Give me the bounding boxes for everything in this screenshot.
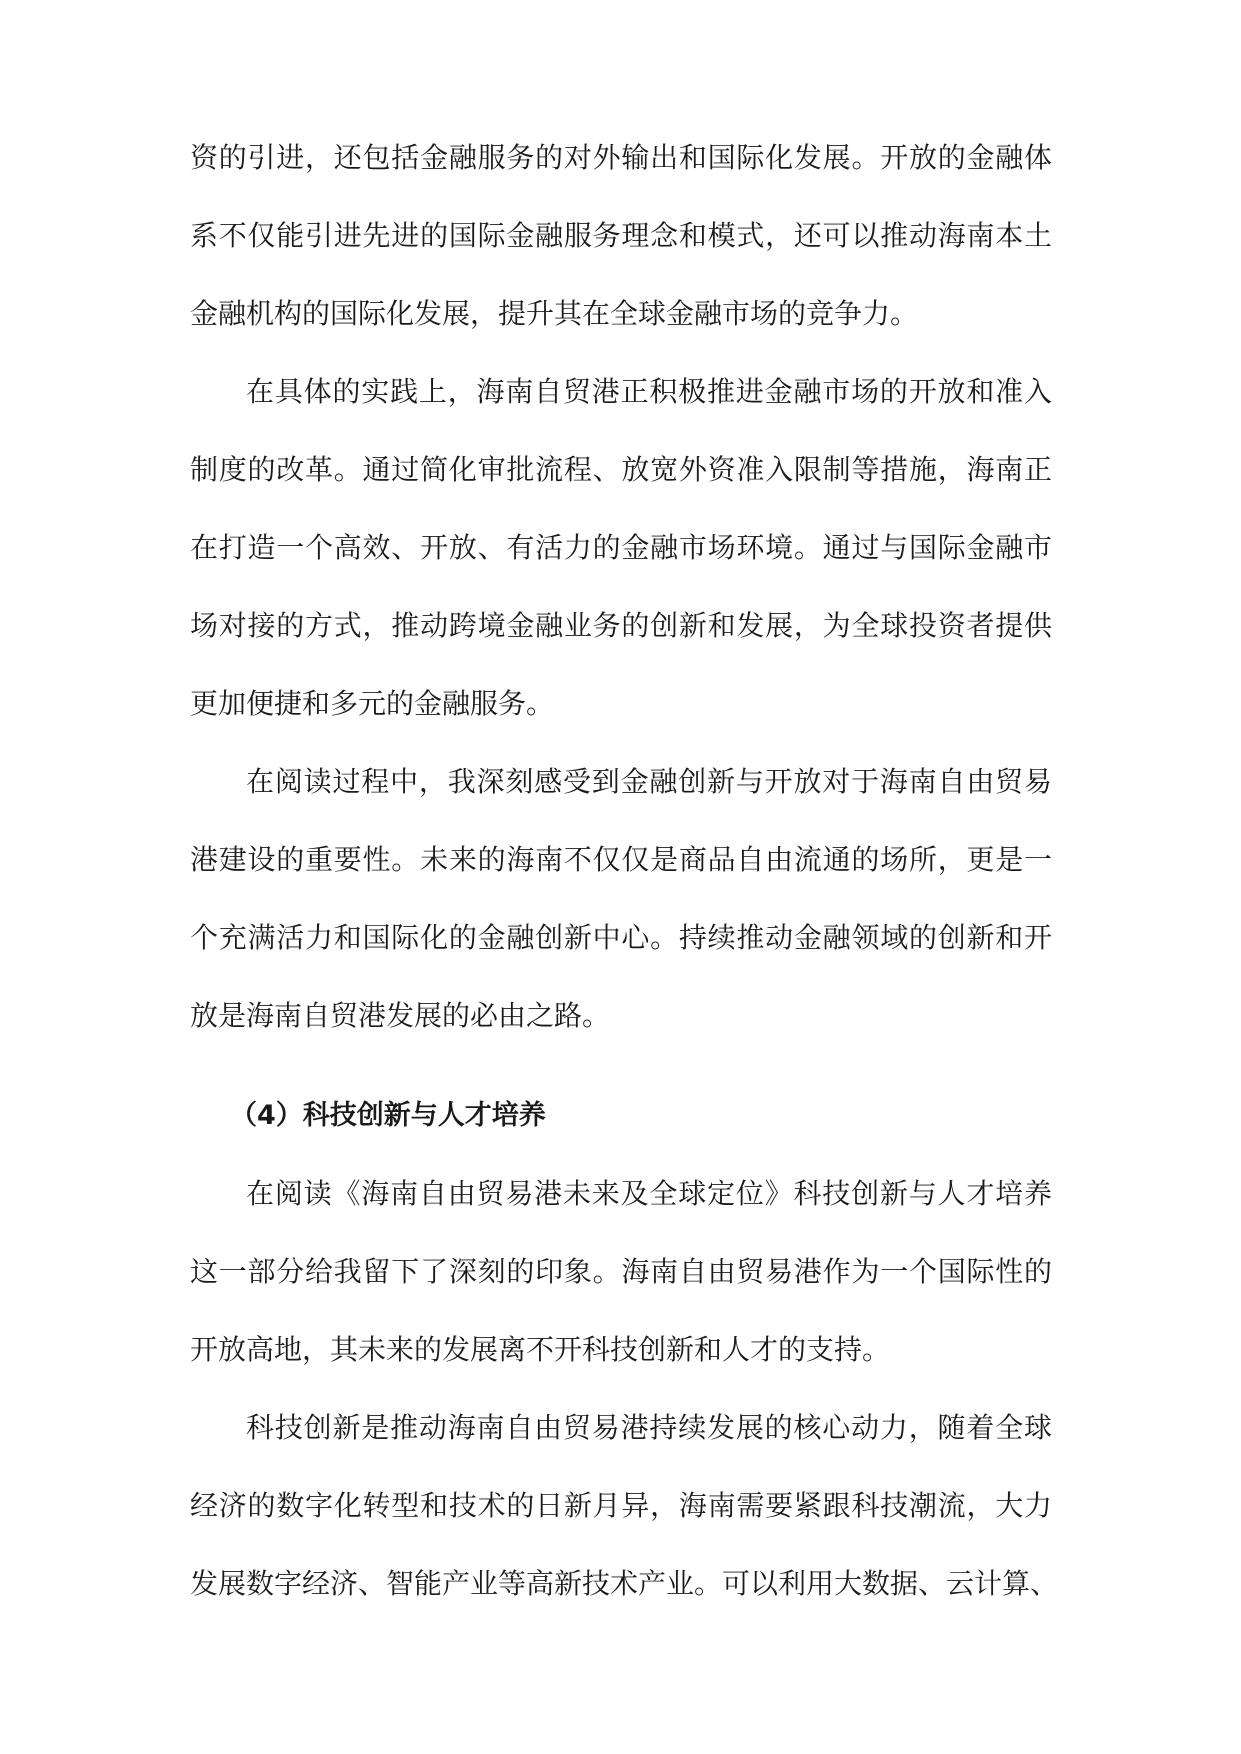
text-line-4: 在具体的实践上，海南自贸港正积极推进金融市场的开放和准入 [246, 375, 1052, 408]
text-line-17: 科技创新是推动海南自由贸易港持续发展的核心动力，随着全球 [246, 1411, 1052, 1444]
text-line-7: 场对接的方式，推动跨境金融业务的创新和发展，为全球投资者提供 [190, 609, 1052, 642]
text-line-3: 金融机构的国际化发展，提升其在全球金融市场的竞争力。 [190, 297, 919, 330]
text-line-5: 制度的改革。通过简化审批流程、放宽外资准入限制等措施，海南正 [190, 453, 1052, 486]
text-line-18: 经济的数字化转型和技术的日新月异，海南需要紧跟科技潮流，大力 [190, 1489, 1052, 1522]
text-line-2: 系不仅能引进先进的国际金融服务理念和模式，还可以推动海南本土 [190, 219, 1052, 252]
text-line-12: 放是海南自贸港发展的必由之路。 [190, 999, 611, 1032]
text-line-8: 更加便捷和多元的金融服务。 [190, 687, 555, 720]
text-line-6: 在打造一个高效、开放、有活力的金融市场环境。通过与国际金融市 [190, 531, 1052, 564]
text-line-11: 个充满活力和国际化的金融创新中心。持续推动金融领域的创新和开 [190, 921, 1052, 954]
section-heading: （4）科技创新与人才培养 [230, 1100, 546, 1131]
text-line-9: 在阅读过程中，我深刻感受到金融创新与开放对于海南自由贸易 [246, 765, 1052, 798]
text-line-19: 发展数字经济、智能产业等高新技术产业。可以利用大数据、云计算、 [190, 1567, 1059, 1600]
text-line-15: 这一部分给我留下了深刻的印象。海南自由贸易港作为一个国际性的 [190, 1255, 1052, 1288]
text-line-14: 在阅读《海南自由贸易港未来及全球定位》科技创新与人才培养 [246, 1177, 1052, 1210]
text-line-16: 开放高地，其未来的发展离不开科技创新和人才的支持。 [190, 1333, 891, 1366]
text-line-10: 港建设的重要性。未来的海南不仅仅是商品自由流通的场所，更是一 [190, 843, 1052, 876]
text-line-1: 资的引进，还包括金融服务的对外输出和国际化发展。开放的金融体 [190, 141, 1052, 174]
